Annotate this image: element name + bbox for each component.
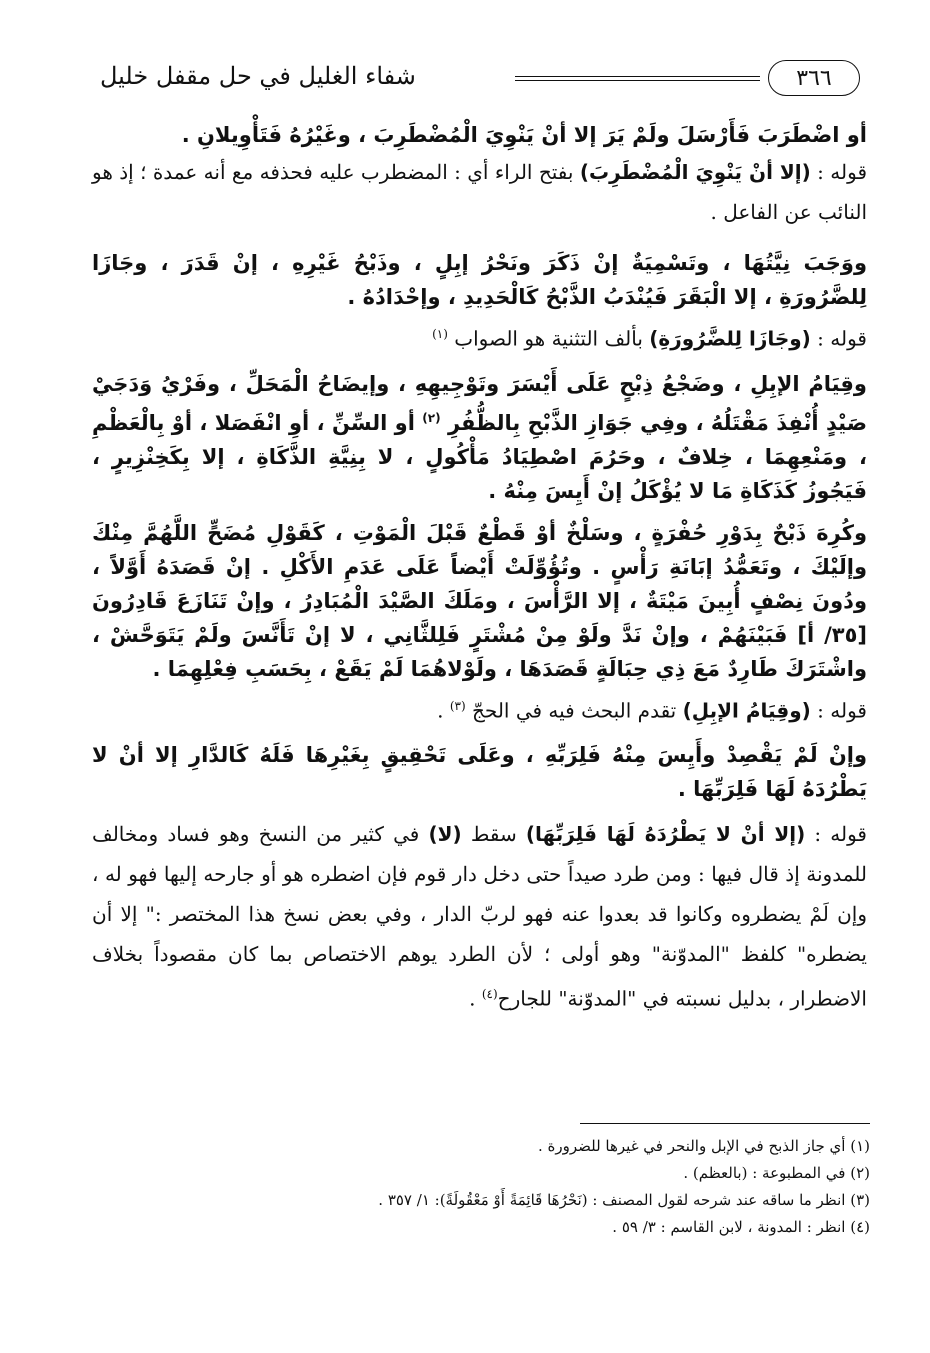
quoted-matn: (وقِيَامُ الإبِلِ) [682,698,811,723]
matn-paragraph: ووَجَبَ نِيَّتُهَا ، وتَسْمِيَةٌ إنْ ذَكَرَ ونَحْرُ إبِلٍ ، وذَبْحُ غَيْرِهِ ، إنْ قَدَرَ ، وجَازَا لِلضَّرُورَةِ ، إلا الْبَقَرَ فَيُنْدَبُ الذَّبْحُ كَالْحَدِيدِ ، وإحْدَادُهُ . [92,251,867,309]
matn-paragraph: أو اضْطَرَبَ فَأَرْسَلَ ولَمْ يَرَ إلا أنْ يَنْوِيَ الْمُضْطَرِبَ ، وغَيْرُهُ فَتَأْوِيلانِ . [181,123,867,147]
footnote: (٢) في المطبوعة : (بالعظم) . [683,1164,870,1182]
quoted-matn: (إلا أنْ لا يَطْرُدَهُ لَهَا فَلِرَبِّهَا) [525,822,806,847]
commentary-paragraph: قوله : (وقِيَامُ الإبِلِ) تقدم البحث فيه في الحجّ $^{(٣)}$ . [437,698,867,723]
running-header [100,60,860,104]
commentary-paragraph: قوله : (إلا أنْ لا يَطْرُدَهُ لَهَا فَلِرَبِّهَا) سقط (لا) في كثير من النسخ وهو فساد ومخالف للمدونة إذ قال فيها : ومن طرد صيداً حتى دخل دار قوم فإن اضطره هو أو جارحه إليها فهو له ، وإن لَمْ يضطروه وكانوا قد بعدوا عنه فهو لربّ الدار ، وفي بعض نسخ هذا المختصر :" إلا أن يضطره" كلفظ "المدوّنة" وهو أولى ؛ لأن الطرد يوهم الاختصاص بما كان مقصوداً بخلاف الاضطرار ، بدليل نسبته في "المدوّنة" للجارح$^{(٤)}$ . [92,822,867,1011]
matn-paragraph: وإنْ لَمْ يَقْصِدْ وأَيِسَ مِنْهُ فَلِرَبِّهِ ، وعَلَى تَحْقِيقٍ بِغَيْرِهَا فَلَهُ كَالدَّارِ إلا أنْ لا يَطْرُدَهُ لَهَا فَلِرَبِّهَا . [92,743,867,802]
footnote-divider [580,1123,870,1124]
commentary-paragraph: قوله : (إلا أنْ يَنْوِيَ الْمُضْطَرِبَ) بفتح الراء أي : المضطرب عليه فحذفه مع أنه عمدة ؛ إذ هو النائب عن الفاعل . [92,160,868,224]
header-divider [515,76,760,81]
footnote: (٤) انظر : المدونة ، لابن القاسم : ٣/ ٥٩ . [612,1218,870,1236]
page-number: ٣٦٦ [768,60,860,96]
footnotes [260,1133,870,1241]
quoted-matn: (إلا أنْ يَنْوِيَ الْمُضْطَرِبَ) [579,160,811,184]
main-text [92,118,867,1019]
footnote-ref: (٢) [422,410,441,425]
matn-paragraph: وقِيَامُ الإبِلِ ، وضَجْعُ ذِبْحٍ عَلَى أَيْسَرَ وتَوْجِيهِهِ ، وإيضَاحُ الْمَحَلِّ ، وفَرْيُ وَدَجَيْ صَيْدٍ أُنْفِذَ مَقْتَلُهُ ، وفِي جَوَازِ الذَّبْحِ بِالظُّفُرِ $^{(٢)}$ أو السِّنِّ ، أوِ انْفَصَلا ، أوْ بِالْعَظْمِ ، ومَنْعِهِمَا ، خِلافٌ ، وحَرُمَ اصْطِيَادُ مَأْكُولٍ ، لا بِنِيَّةِ الذَّكَاةِ ، إلا بِكَخِنْزِيرٍ ، فَيَجُوزُ كَذَكَاةِ مَا لا يُؤْكَلُ إنْ أَيِسَ مِنْهُ . [92,371,867,503]
footnote-ref: (١) [432,327,448,341]
quoted-matn: (وجَازَا لِلضَّرُورَةِ) [649,326,811,351]
footnote-ref: (٣) [449,698,466,713]
quoted-word: (لا) [428,822,462,847]
footnote: (١) أي جاز الذبح في الإبل والنحر في غيرها للضرورة . [537,1137,870,1155]
matn-paragraph: وكُرِهَ ذَبْحٌ بِدَوْرِ حُفْرَةٍ ، وسَلْخٌ أوْ قَطْعٌ قَبْلَ الْمَوْتِ ، كَقَوْلِ مُضَحٍّ اللَّهُمَّ مِنْكَ وإلَيْكَ ، وتَعَمُّدُ إبَانَةِ رَأْسٍ . وتُؤُوِّلَتْ أَيْضاً عَلَى عَدَمِ الأَكْلِ . إنْ قَصَدَهُ أَوَّلاً ، ودُونَ نِصْفٍ أُبِينَ مَيْتَةٌ ، إلا الرَّأْسَ ، ومَلَكَ الصَّيْدَ الْمُبَادِرُ ، وإنْ تَنَازَعَ قَادِرُونَ [٣٥/ أ] فَبَيْنَهُمْ ، وإنْ نَدَّ ولَوْ مِنْ مُشْتَرٍ فَلِلثَّانِي ، لا إنْ تَأَنَّسَ ولَمْ يَتَوَحَّشْ ، واشْتَرَكَ طَارِدٌ مَعَ ذِي حِبَالَةٍ قَصَدَهَا ، ولَوْلاهُمَا لَمْ يَقَعْ ، بِحَسَبِ فِعْلِهِمَا . [92,520,867,681]
footnote-ref: (٤) [481,987,498,1002]
footnote: (٣) انظر ما ساقه عند شرحه لقول المصنف : (نَحْرُهَا قَائِمَةً أَوْ مَعْقُولَةً): ١/ ٣٥٧ . [378,1191,870,1209]
book-title: شفاء الغليل في حل مقفل خليل [100,62,416,90]
commentary-paragraph: قوله : (وجَازَا لِلضَّرُورَةِ) بألف التثنية هو الصواب $^{(١)}$ [432,326,867,351]
